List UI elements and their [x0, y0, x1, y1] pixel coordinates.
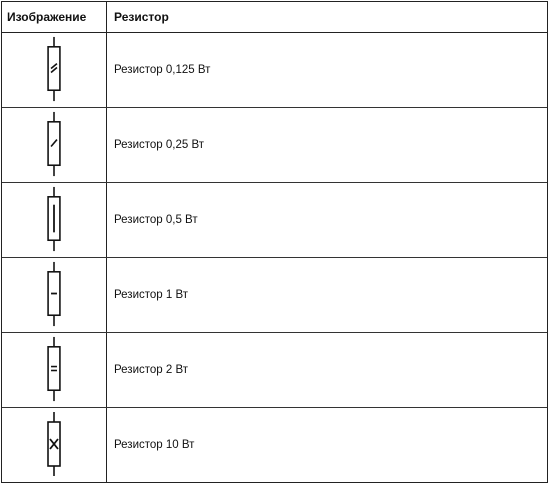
header-image: Изображение: [7, 10, 87, 24]
resistor-2w-icon: [2, 333, 106, 407]
table-row: [2, 333, 547, 408]
table-row: [2, 258, 547, 333]
row-label: Резистор 1 Вт: [114, 289, 189, 301]
resistor-10w-icon: [2, 408, 106, 482]
row-label: Резистор 10 Вт: [114, 439, 195, 451]
table-header: [2, 2, 547, 33]
resistor-table: [1, 1, 548, 483]
row-label: Резистор 0,25 Вт: [114, 139, 205, 151]
table-row: [2, 408, 547, 482]
resistor-05w-icon: [2, 183, 106, 257]
header-resistor: Резистор: [114, 10, 169, 24]
table-row: [2, 108, 547, 183]
row-label: Резистор 2 Вт: [114, 364, 189, 376]
row-label: Резистор 0,5 Вт: [114, 214, 198, 226]
resistor-0125w-icon: [2, 33, 106, 107]
table-row: [2, 183, 547, 258]
row-label: Резистор 0,125 Вт: [114, 64, 211, 76]
table-row: [2, 33, 547, 108]
resistor-1w-icon: [2, 258, 106, 332]
resistor-025w-icon: [2, 108, 106, 182]
